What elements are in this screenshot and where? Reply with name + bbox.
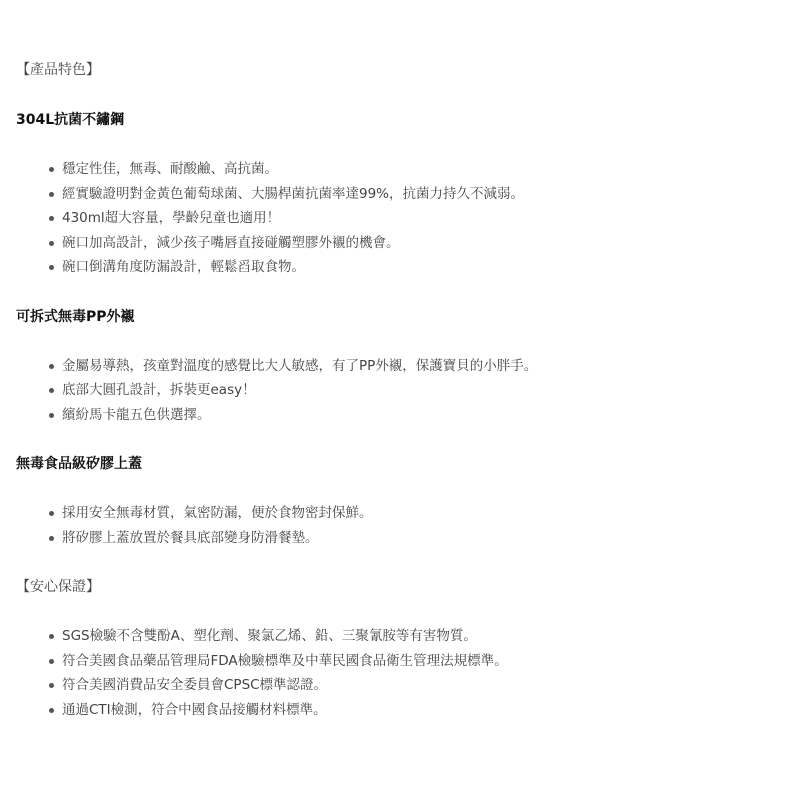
list-item: 繽紛馬卡龍五色供選擇。: [62, 403, 776, 428]
list-item: 符合美國食品藥品管理局FDA檢驗標準及中華民國食品衛生管理法規標準。: [62, 649, 776, 674]
heading-silicone-lid: 無毒食品級矽膠上蓋: [16, 456, 142, 472]
spacer: [16, 599, 776, 624]
spacer: [16, 427, 776, 452]
spacer: [16, 476, 776, 501]
heading-pp-liner: 可拆式無毒PP外襯: [16, 308, 135, 325]
silicone-lid-feature-list: [16, 501, 776, 550]
spacer: [16, 82, 776, 108]
list-item: 碗口加高設計，減少孩子嘴唇直接碰觸塑膠外襯的機會。: [62, 231, 776, 256]
list-item: 將矽膠上蓋放置於餐具底部變身防滑餐墊。: [62, 526, 776, 551]
list-item: 符合美國消費品安全委員會CPSC標準認證。: [62, 673, 776, 698]
spacer: [16, 132, 776, 157]
list-item: 通過CTI檢測，符合中國食品接觸材料標準。: [62, 698, 776, 723]
spacer: [16, 280, 776, 305]
safety-list: [16, 624, 776, 722]
list-item: 碗口倒溝角度防漏設計，輕鬆舀取食物。: [62, 255, 776, 280]
safety-section-title: 【安心保證】: [16, 579, 100, 595]
stainless-steel-feature-list: [16, 157, 776, 280]
list-item: SGS檢驗不含雙酚A、塑化劑、聚氯乙烯、鉛、三聚氰胺等有害物質。: [62, 624, 776, 649]
heading-stainless-steel: 304L抗菌不鏽鋼: [16, 112, 125, 128]
list-item: 底部大圓孔設計，拆裝更easy！: [62, 378, 776, 403]
spacer: [16, 329, 776, 354]
list-item: 430ml超大容量，學齡兒童也適用！: [62, 206, 776, 231]
pp-liner-feature-list: [16, 354, 776, 428]
list-item: 金屬易導熱，孩童對溫度的感覺比大人敏感，有了PP外襯，保護寶貝的小胖手。: [62, 354, 776, 379]
product-description: [16, 58, 776, 722]
list-item: 穩定性佳，無毒、耐酸鹼、高抗菌。: [62, 157, 776, 182]
list-item: 經實驗證明對金黃色葡萄球菌、大腸桿菌抗菌率達99%，抗菌力持久不減弱。: [62, 182, 776, 207]
list-item: 採用安全無毒材質，氣密防漏，便於食物密封保鮮。: [62, 501, 776, 526]
features-section-title: 【產品特色】: [16, 62, 100, 78]
spacer: [16, 550, 776, 575]
